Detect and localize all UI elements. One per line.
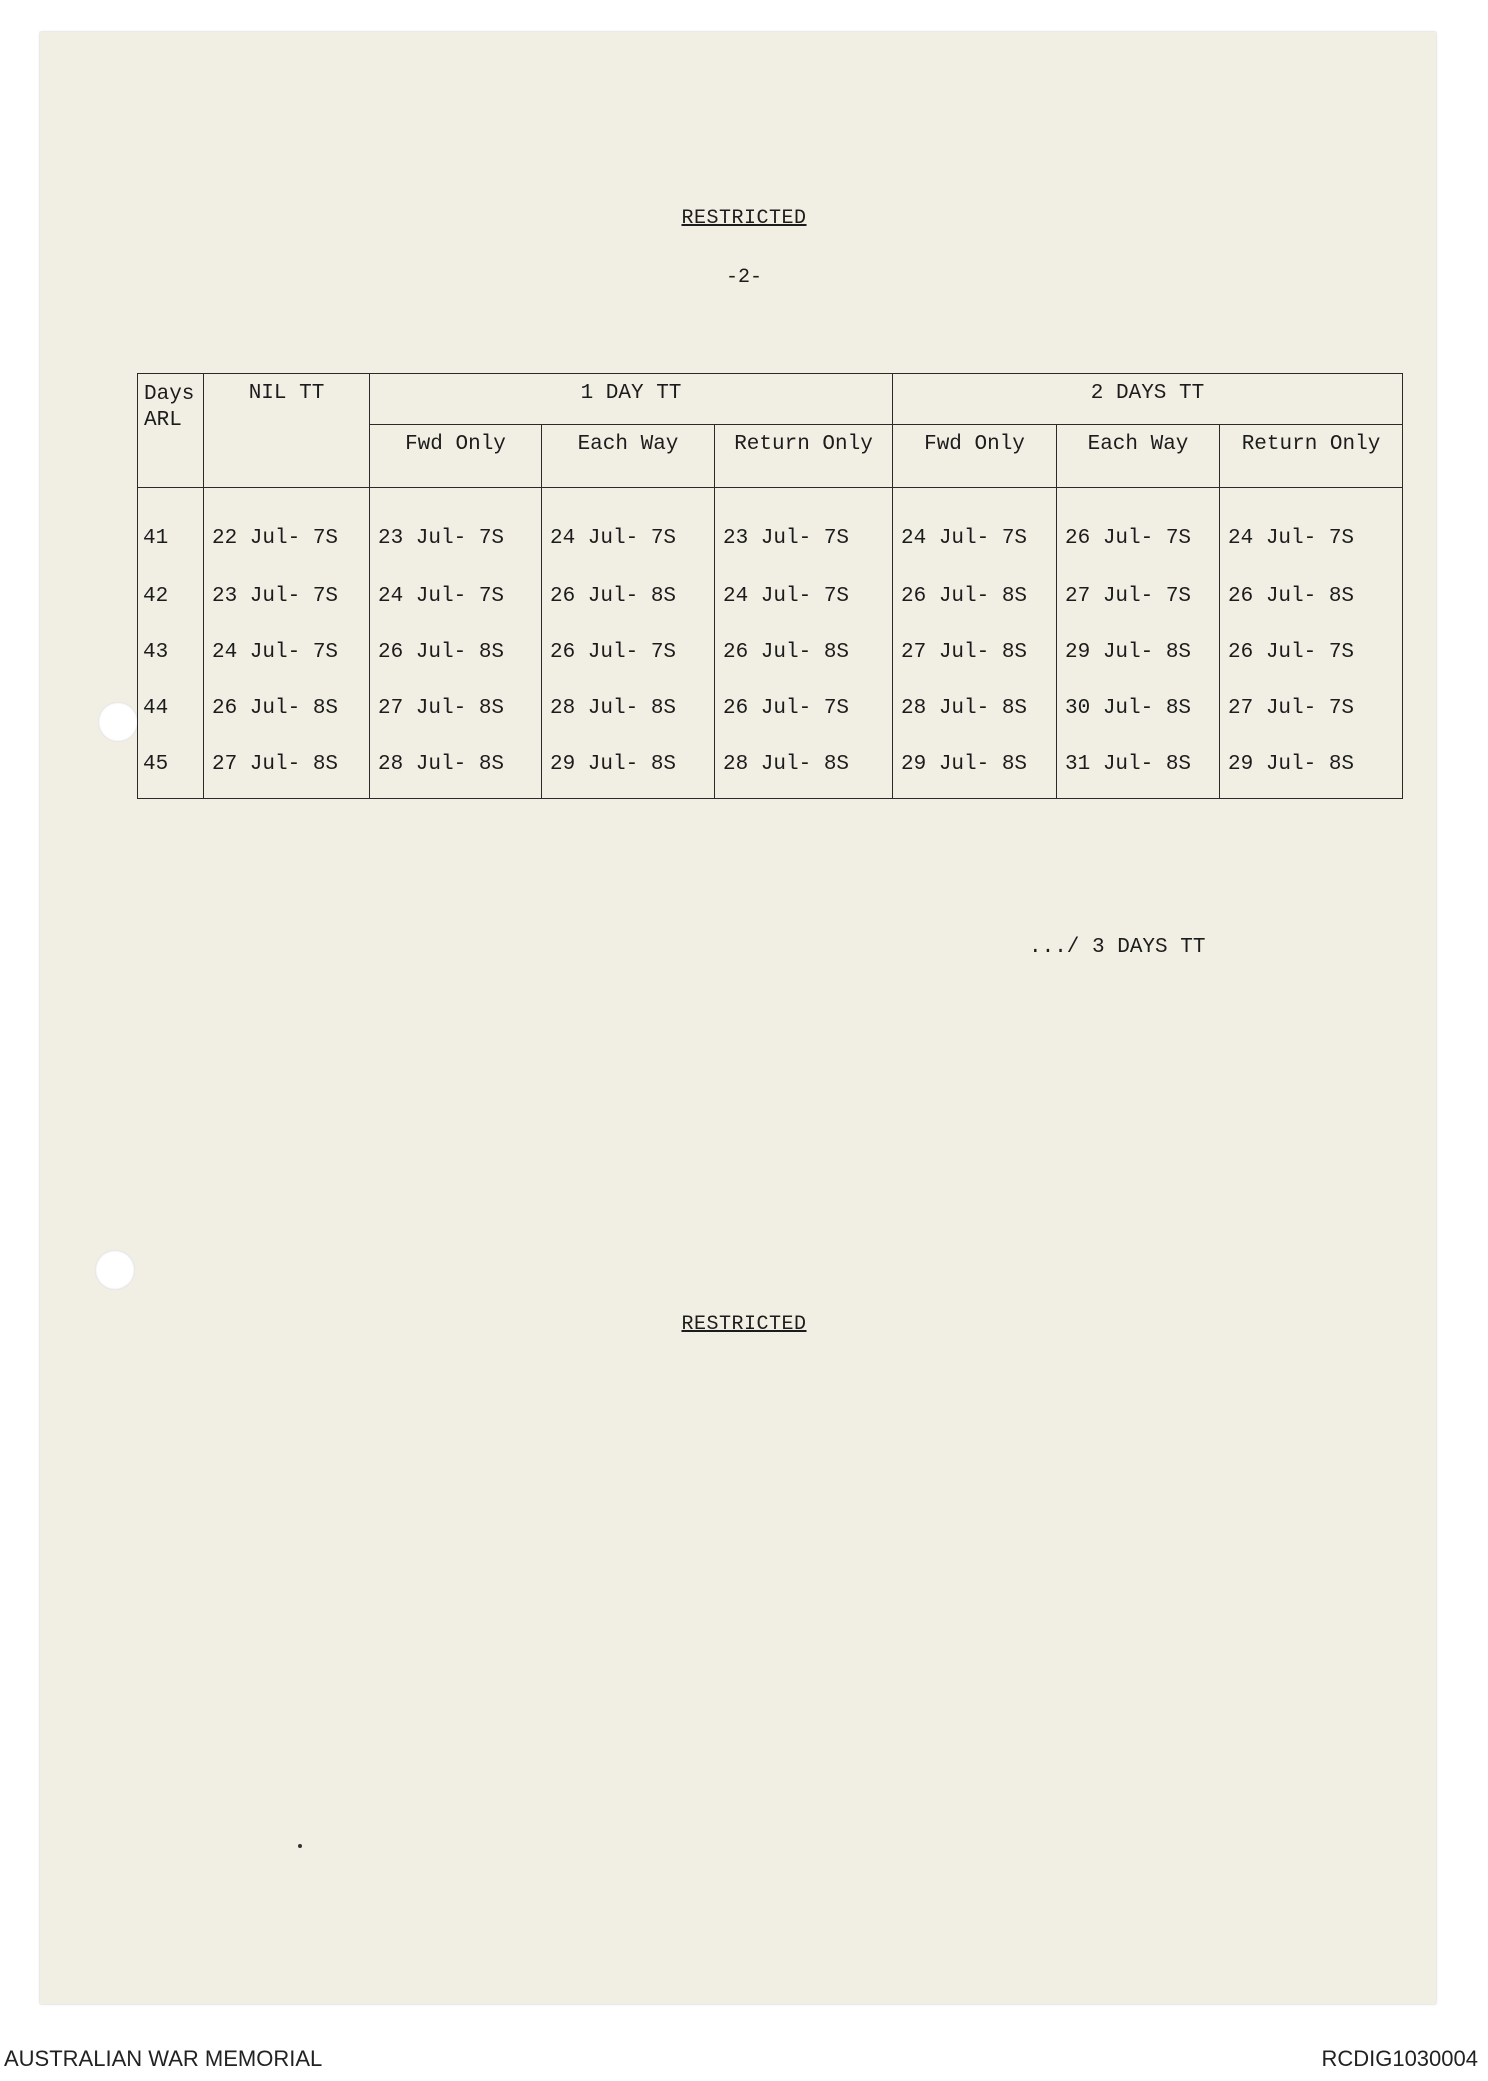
- subheader-fwd-only: Fwd Only: [370, 425, 542, 488]
- cell-1day-each: 29 Jul- 8S: [542, 736, 715, 799]
- cell-days: 44: [138, 680, 204, 736]
- cell-2day-fwd: 28 Jul- 8S: [893, 680, 1057, 736]
- archive-institution: AUSTRALIAN WAR MEMORIAL: [4, 2046, 323, 2071]
- subheader-return-only: Return Only: [715, 425, 893, 488]
- schedule-table: [137, 373, 1402, 799]
- header-nil-tt: NIL TT: [204, 374, 370, 488]
- cell-2day-return: 24 Jul- 7S: [1220, 488, 1403, 569]
- cell-2day-each: 27 Jul- 7S: [1057, 568, 1220, 624]
- cell-1day-each: 26 Jul- 8S: [542, 568, 715, 624]
- cell-2day-return: 26 Jul- 8S: [1220, 568, 1403, 624]
- header-1-day-tt: 1 DAY TT: [370, 374, 893, 425]
- cell-2day-fwd: 24 Jul- 7S: [893, 488, 1057, 569]
- cell-1day-fwd: 24 Jul- 7S: [370, 568, 542, 624]
- table-row: [138, 488, 1403, 569]
- cell-2day-fwd: 27 Jul- 8S: [893, 624, 1057, 680]
- cell-2day-each: 31 Jul- 8S: [1057, 736, 1220, 799]
- cell-1day-return: 28 Jul- 8S: [715, 736, 893, 799]
- paper-speck: [298, 1844, 302, 1848]
- cell-1day-each: 24 Jul- 7S: [542, 488, 715, 569]
- cell-days: 45: [138, 736, 204, 799]
- footer-restricted: RESTRICTED: [681, 1313, 807, 1336]
- punch-hole-upper: [98, 702, 138, 742]
- document-page: [40, 32, 1436, 2004]
- cell-1day-fwd: 28 Jul- 8S: [370, 736, 542, 799]
- cell-1day-return: 26 Jul- 8S: [715, 624, 893, 680]
- cell-nil-tt: 22 Jul- 7S: [204, 488, 370, 569]
- header-days-arl: Days ARL: [138, 374, 204, 488]
- punch-hole-lower: [95, 1250, 135, 1290]
- archive-id: RCDIG1030004: [1321, 2046, 1478, 2071]
- cell-days: 41: [138, 488, 204, 569]
- cell-days: 43: [138, 624, 204, 680]
- subheader-return-only: Return Only: [1220, 425, 1403, 488]
- cell-2day-fwd: 26 Jul- 8S: [893, 568, 1057, 624]
- cell-nil-tt: 24 Jul- 7S: [204, 624, 370, 680]
- cell-nil-tt: 27 Jul- 8S: [204, 736, 370, 799]
- cell-1day-return: 26 Jul- 7S: [715, 680, 893, 736]
- cell-days: 42: [138, 568, 204, 624]
- header-restricted: RESTRICTED: [681, 207, 807, 230]
- continuation-note: .../ 3 DAYS TT: [1029, 936, 1206, 959]
- cell-nil-tt: 23 Jul- 7S: [204, 568, 370, 624]
- header-2-days-tt: 2 DAYS TT: [893, 374, 1403, 425]
- cell-2day-return: 29 Jul- 8S: [1220, 736, 1403, 799]
- table-row: [138, 680, 1403, 736]
- subheader-fwd-only: Fwd Only: [893, 425, 1057, 488]
- cell-2day-return: 27 Jul- 7S: [1220, 680, 1403, 736]
- subheader-each-way: Each Way: [542, 425, 715, 488]
- cell-1day-fwd: 27 Jul- 8S: [370, 680, 542, 736]
- cell-1day-each: 26 Jul- 7S: [542, 624, 715, 680]
- cell-1day-fwd: 23 Jul- 7S: [370, 488, 542, 569]
- cell-1day-fwd: 26 Jul- 8S: [370, 624, 542, 680]
- cell-2day-each: 29 Jul- 8S: [1057, 624, 1220, 680]
- page-number: -2-: [725, 266, 762, 289]
- cell-1day-each: 28 Jul- 8S: [542, 680, 715, 736]
- cell-2day-return: 26 Jul- 7S: [1220, 624, 1403, 680]
- cell-1day-return: 23 Jul- 7S: [715, 488, 893, 569]
- cell-2day-each: 26 Jul- 7S: [1057, 488, 1220, 569]
- cell-2day-each: 30 Jul- 8S: [1057, 680, 1220, 736]
- table-row: [138, 736, 1403, 799]
- cell-1day-return: 24 Jul- 7S: [715, 568, 893, 624]
- subheader-each-way: Each Way: [1057, 425, 1220, 488]
- table-row: [138, 624, 1403, 680]
- table-row: [138, 568, 1403, 624]
- cell-2day-fwd: 29 Jul- 8S: [893, 736, 1057, 799]
- cell-nil-tt: 26 Jul- 8S: [204, 680, 370, 736]
